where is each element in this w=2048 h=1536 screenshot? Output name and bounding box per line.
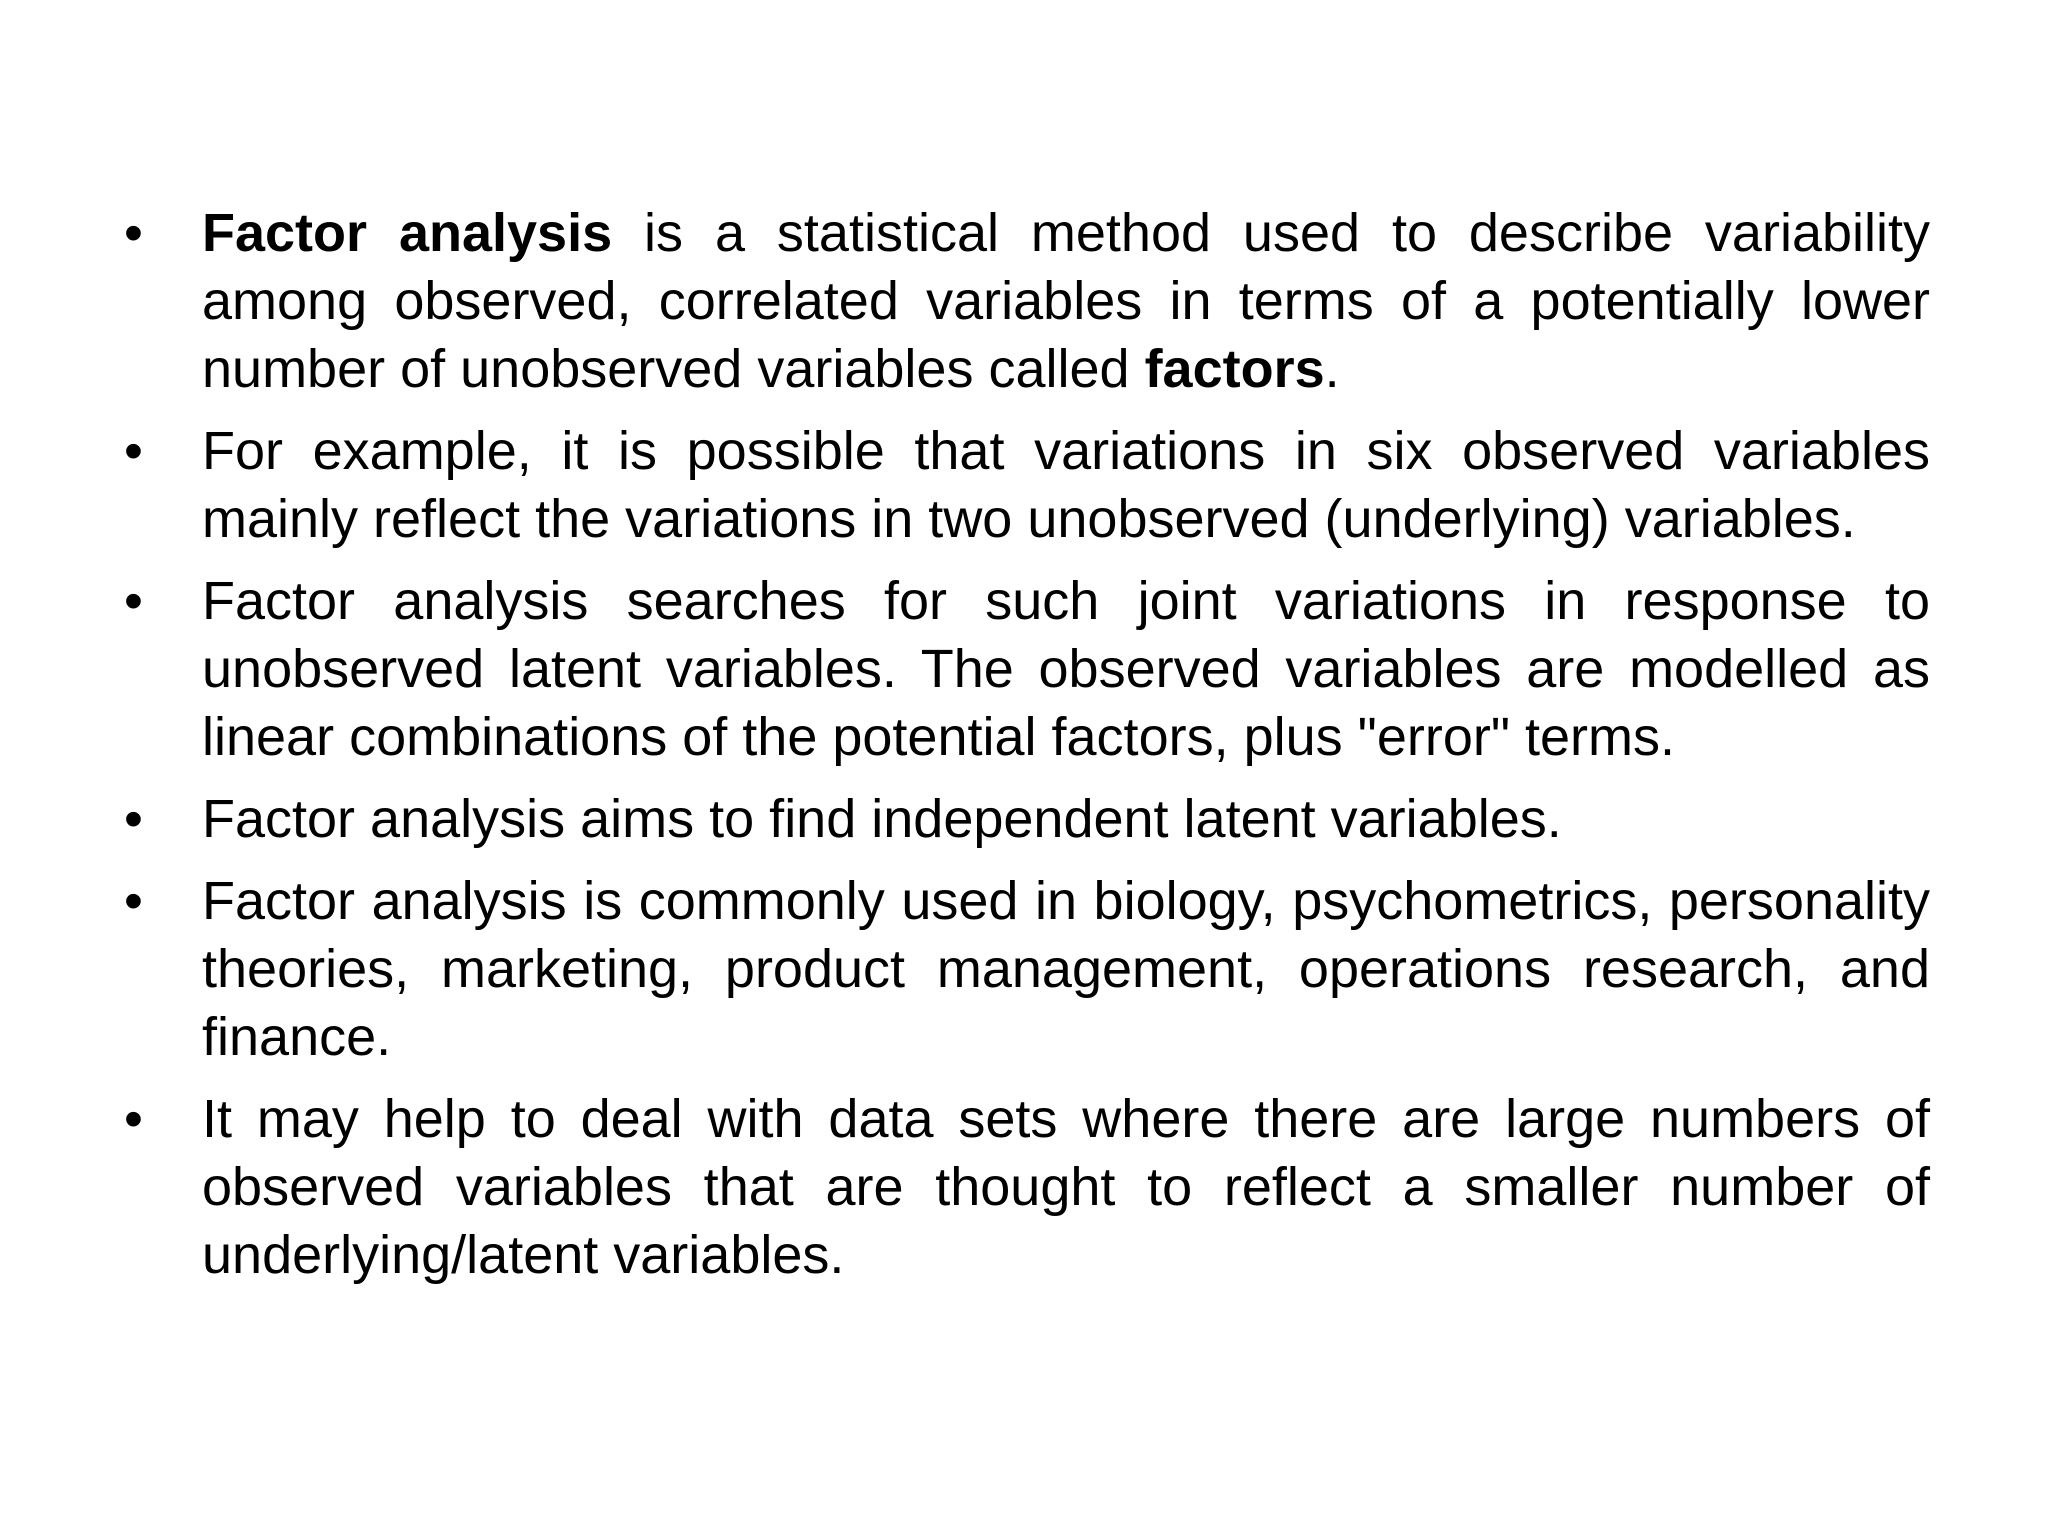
bullet-text: It may help to deal with data sets where there are large numbers of observed variables that are thought to reflect a smaller number of underlying/latent variables. (202, 1089, 1930, 1285)
bullet-marker: • (124, 203, 143, 263)
bullet-text: Factor analysis is commonly used in biology, psychometrics, personality theories, marketing, product management, operations research, and finance. (202, 871, 1930, 1067)
bullet-text: Factor analysis searches for such joint variations in response to unobserved latent variables. The observed variables are modelled as linear combinations of the potential factors, plus "error" terms. (202, 571, 1930, 767)
bullet-item (118, 417, 1930, 553)
bullet-text: Factor analysis aims to find independent latent variables. (202, 789, 1562, 849)
bullet-marker: • (124, 1089, 143, 1149)
term-factor-analysis: Factor analysis (202, 203, 613, 263)
bullet-marker: • (124, 571, 143, 631)
bullet-item (118, 1085, 1930, 1289)
bullet-item (118, 867, 1930, 1071)
bullet-text: For example, it is possible that variations in six observed variables mainly reflect the variations in two unobserved (underlying) variables. (202, 421, 1930, 549)
bullet-marker: • (124, 789, 143, 849)
bullet-list (118, 199, 1930, 1289)
bullet-item (118, 785, 1930, 853)
term-factors: factors (1144, 339, 1325, 399)
bullet-text: . (1324, 339, 1340, 399)
bullet-item (118, 199, 1930, 403)
bullet-text: is a statistical method used to describe variability among observed, correlated variables in terms of a potentially lower number of unobserved variables called (202, 203, 1930, 399)
bullet-item (118, 567, 1930, 771)
bullet-marker: • (124, 871, 143, 931)
bullet-marker: • (124, 421, 143, 481)
